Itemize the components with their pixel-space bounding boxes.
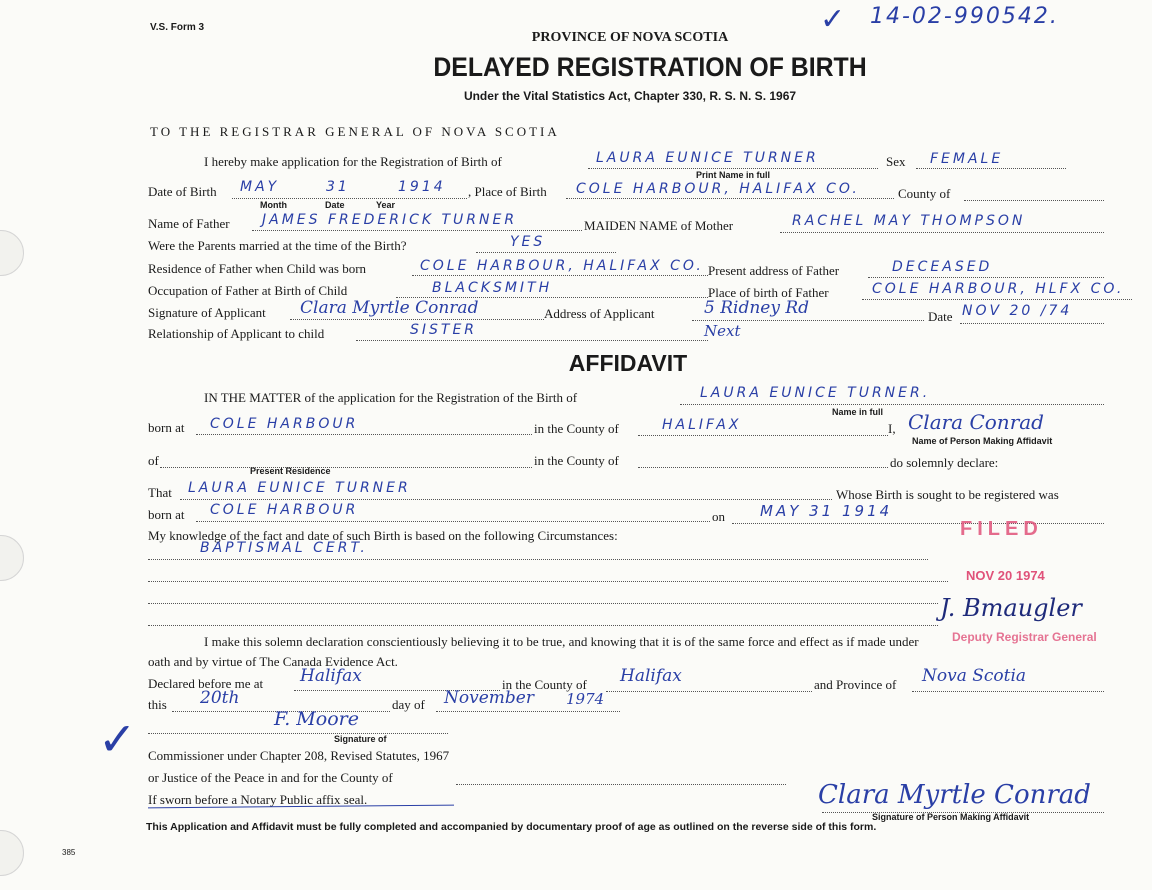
born-at-line <box>196 434 532 435</box>
affiant-caption: Name of Person Making Affidavit <box>912 436 1053 446</box>
father-label: Name of Father <box>148 216 230 231</box>
registrar-title: Deputy Registrar General <box>952 630 1097 644</box>
commissioner-signature: F. Moore <box>274 708 359 730</box>
month-line <box>436 711 620 712</box>
filed-date: NOV 20 1974 <box>966 568 1045 583</box>
declared-county: Halifax <box>620 666 682 686</box>
dob-line <box>232 198 467 199</box>
matter-line <box>680 404 1104 405</box>
on-date: MAY 31 1914 <box>760 502 893 520</box>
date-label: Date <box>928 309 953 324</box>
province-heading: PROVINCE OF NOVA SCOTIA <box>531 30 729 45</box>
name-in-full-caption: Name in full <box>832 407 884 417</box>
of-line <box>160 467 532 468</box>
on-label: on <box>712 509 725 524</box>
punch-hole <box>0 830 24 876</box>
father-name: JAMES FREDERICK TURNER <box>262 212 518 228</box>
province-label: and Province of <box>814 677 897 692</box>
on-line <box>732 523 1104 524</box>
county-label: County of <box>898 186 951 201</box>
mother-label: MAIDEN NAME of Mother <box>584 218 734 233</box>
commissioner-line: Commissioner under Chapter 208, Revised Statutes, 1967 <box>148 748 450 763</box>
day-of-label: day of <box>392 697 425 712</box>
applicant-signature: Clara Myrtle Conrad <box>300 298 479 318</box>
dob-label: Date of Birth <box>148 184 217 199</box>
county-label-c: in the County of <box>502 677 587 692</box>
child-name-line <box>588 168 878 169</box>
born-at2-label: born at <box>148 507 185 522</box>
year-value: 1974 <box>566 690 605 708</box>
relationship-label: Relationship of Applicant to child <box>148 326 325 341</box>
application-date: NOV 20 /74 <box>962 303 1073 319</box>
registrar-signature: J. Bmaugler <box>940 594 1082 622</box>
county-line-b <box>638 467 888 468</box>
pob-line <box>566 198 894 199</box>
res-father-line <box>412 275 708 276</box>
of-label: of <box>148 453 159 468</box>
month-value: November <box>444 688 534 708</box>
declaration-line-2: oath and by virtue of The Canada Evidence Act. <box>148 654 398 669</box>
father-line <box>252 230 582 231</box>
justice-county-line <box>456 784 786 785</box>
pob-father-label: Place of birth of Father <box>708 285 829 300</box>
punch-hole <box>0 230 24 276</box>
page-title: DELAYED REGISTRATION OF BIRTH <box>433 52 867 82</box>
whose-birth-text: Whose Birth is sought to be registered was <box>836 487 1059 502</box>
punch-hole <box>0 535 24 581</box>
circumstance-line-1 <box>148 559 928 560</box>
sex-label: Sex <box>886 154 906 169</box>
affiant-name: Clara Conrad <box>908 410 1044 434</box>
sex-value: FEMALE <box>930 151 1004 167</box>
day-value: 20th <box>200 688 240 708</box>
sex-line <box>916 168 1066 169</box>
print-name-caption: Print Name in full <box>696 170 771 180</box>
form-number: 385 <box>62 848 76 857</box>
present-residence-caption: Present Residence <box>250 466 331 476</box>
pob-father-value: COLE HARBOUR, HLFX CO. <box>872 281 1125 297</box>
month-caption: Month <box>260 200 287 210</box>
file-number: 14-02-990542. <box>870 4 1059 29</box>
sig-app-line <box>290 319 544 320</box>
addr-app-line <box>692 320 924 321</box>
form-label: V.S. Form 3 <box>150 22 205 33</box>
married-line <box>476 252 616 253</box>
declare-text: do solemnly declare: <box>890 455 999 470</box>
child-name: LAURA EUNICE TURNER <box>596 150 819 166</box>
that-line <box>180 499 832 500</box>
dob-date: 31 <box>326 179 350 195</box>
to-line: TO THE REGISTRAR GENERAL OF NOVA SCOTIA <box>150 124 560 139</box>
pob-father-line <box>862 299 1132 300</box>
signature-of-caption: Signature of <box>334 734 387 744</box>
this-label: this <box>148 697 167 712</box>
born-at2-value: COLE HARBOUR <box>210 502 359 518</box>
page-subtitle: Under the Vital Statistics Act, Chapter 330, R. S. N. S. 1967 <box>463 89 797 103</box>
commissioner-sig-line <box>148 733 448 734</box>
occupation-value: BLACKSMITH <box>432 280 553 296</box>
county-line-a <box>638 435 888 436</box>
matter-text: IN THE MATTER of the application for the Registration of the Birth of <box>204 390 578 405</box>
dob-year: 1914 <box>398 179 446 195</box>
mother-line <box>780 232 1104 233</box>
affidavit-heading: AFFIDAVIT <box>568 350 688 376</box>
province-line <box>912 691 1104 692</box>
addr-app-label: Address of Applicant <box>544 306 655 321</box>
check-mark: ✓ <box>98 712 137 766</box>
i-label: I, <box>888 421 896 436</box>
applicant-address: 5 Ridney Rd <box>704 298 810 318</box>
declaration-line-1: I make this solemn declaration conscientiously believing it to be true, and knowing that it is of the same force and effect as if made under <box>204 634 919 649</box>
circumstance-line-4 <box>148 625 938 626</box>
notary-line: If sworn before a Notary Public affix seal. <box>148 792 368 807</box>
married-value: YES <box>510 234 546 250</box>
relationship-line <box>356 340 708 341</box>
mother-name: RACHEL MAY THOMPSON <box>792 213 1026 229</box>
footer-notice: This Application and Affidavit must be fully completed and accompanied by documentary proof of age as outlined on the reverse side of this form. <box>146 821 877 833</box>
pob-label: , Place of Birth <box>468 184 547 199</box>
declared-label: Declared before me at <box>148 676 264 691</box>
year-caption: Year <box>376 200 396 210</box>
intro-text: I hereby make application for the Registration of Birth of <box>204 154 502 169</box>
sig-app-label: Signature of Applicant <box>148 305 266 320</box>
circumstance-line-2 <box>148 581 948 582</box>
present-addr-label: Present address of Father <box>708 263 840 278</box>
relationship-value: SISTER <box>410 322 478 338</box>
affiant-sig-caption: Signature of Person Making Affidavit <box>872 812 1030 822</box>
born-at-value: COLE HARBOUR <box>210 416 359 432</box>
res-father-value: COLE HARBOUR, HALIFAX CO. <box>420 258 704 274</box>
county-label-a: in the County of <box>534 421 619 436</box>
present-addr-value: DECEASED <box>892 259 993 275</box>
county-label-b: in the County of <box>534 453 619 468</box>
born-at2-line <box>196 521 710 522</box>
justice-line: or Justice of the Peace in and for the County of <box>148 770 393 785</box>
relationship-note: Next <box>704 322 741 340</box>
date-caption: Date <box>325 200 345 210</box>
pob-value: COLE HARBOUR, HALIFAX CO. <box>576 181 860 197</box>
filed-stamp: FILED <box>960 518 1043 540</box>
declared-place: Halifax <box>300 666 362 686</box>
county-line-c <box>606 691 812 692</box>
circumstances-value: BAPTISMAL CERT. <box>200 540 368 556</box>
occupation-label: Occupation of Father at Birth of Child <box>148 283 348 298</box>
matter-name: LAURA EUNICE TURNER. <box>700 385 931 401</box>
res-father-label: Residence of Father when Child was born <box>148 261 367 276</box>
present-addr-line <box>868 277 1104 278</box>
affiant-signature: Clara Myrtle Conrad <box>818 780 1091 810</box>
that-name: LAURA EUNICE TURNER <box>188 480 411 496</box>
check-mark: ✓ <box>820 2 846 37</box>
date-line <box>960 323 1104 324</box>
married-label: Were the Parents married at the time of the Birth? <box>148 238 407 253</box>
knowledge-text: My knowledge of the fact and date of such Birth is based on the following Circumstances: <box>148 528 618 543</box>
declared-province: Nova Scotia <box>922 666 1027 686</box>
dob-month: MAY <box>240 179 280 195</box>
born-at-label: born at <box>148 420 185 435</box>
circumstance-line-3 <box>148 603 938 604</box>
that-label: That <box>148 485 172 500</box>
county-value-a: HALIFAX <box>662 417 742 433</box>
county-line <box>964 200 1104 201</box>
